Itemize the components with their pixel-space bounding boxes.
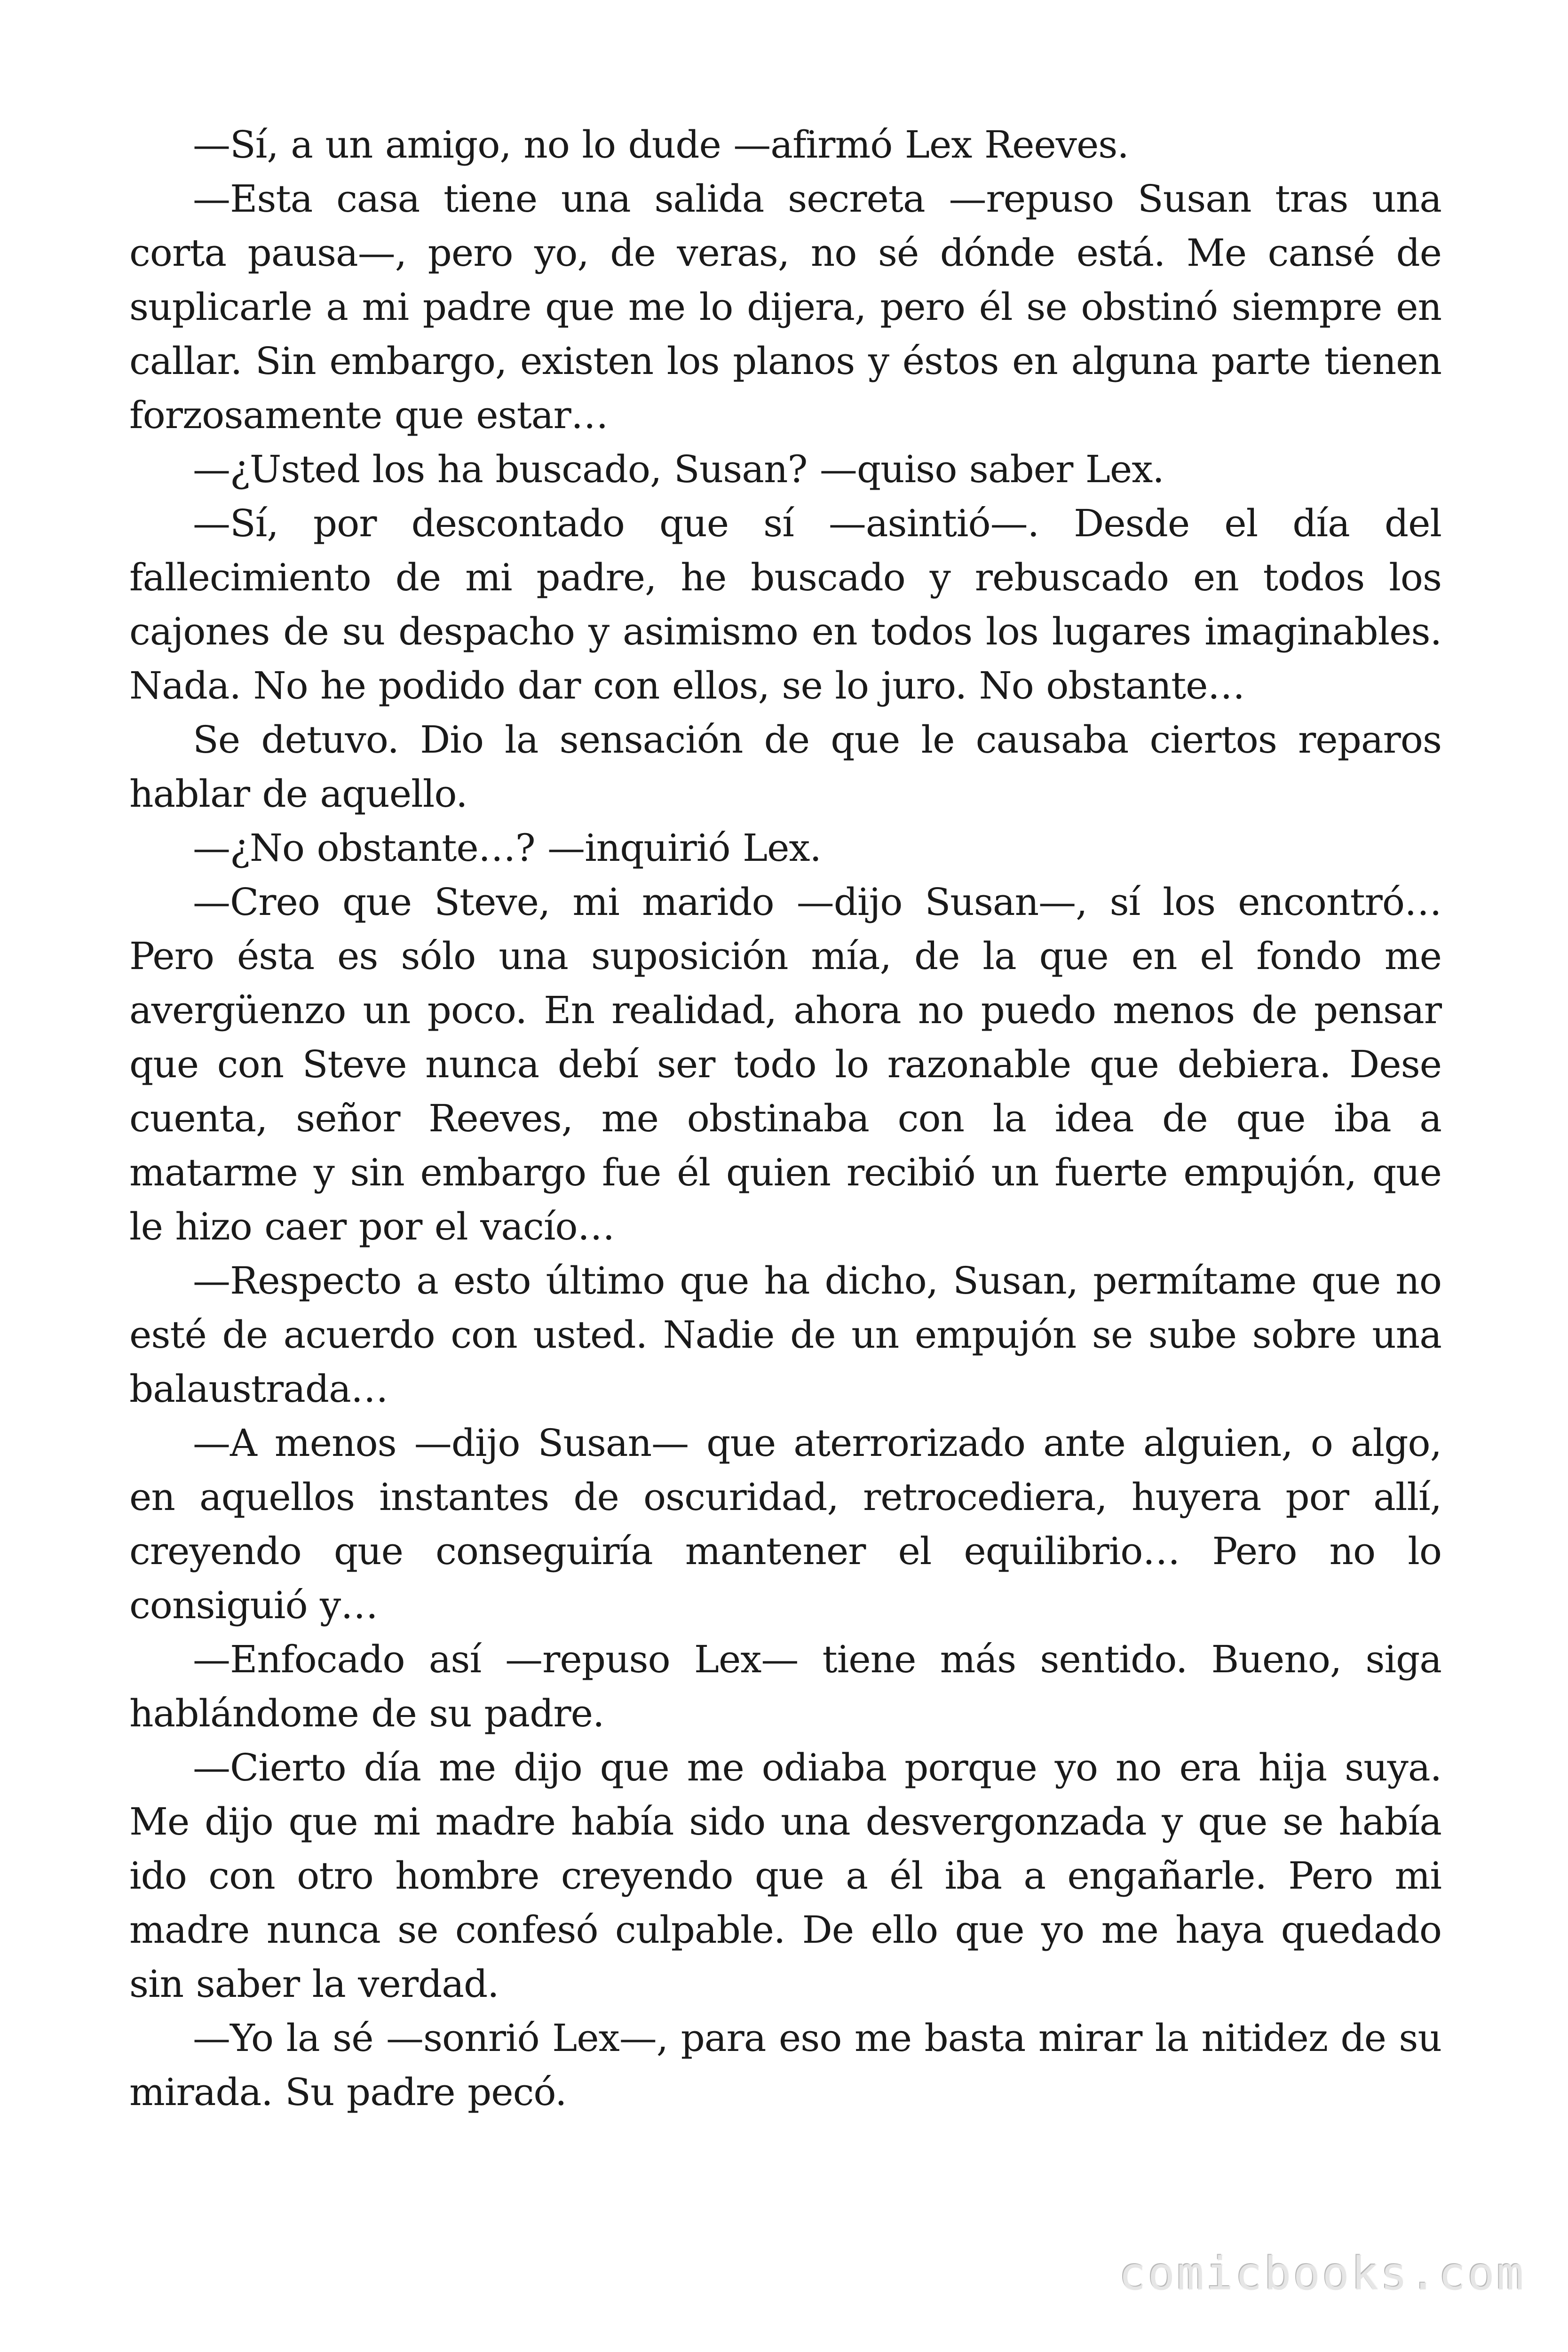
paragraph: —A menos —dijo Susan— que aterrorizado ante alguien, o algo, en aquellos instantes de oscuridad, retrocediera, huyera por allí, creyendo que conseguiría mantener el equilibrio… Pero no lo consiguió y…: [129, 1421, 1441, 1627]
paragraph: —Sí, por descontado que sí —asintió—. Desde el día del fallecimiento de mi padre, he buscado y rebuscado en todos los cajones de su despacho y asimismo en todos los lugares imaginables. Nada. No he podido dar con ellos, se lo juro. No obstante…: [129, 501, 1441, 707]
paragraph: —Cierto día me dijo que me odiaba porque yo no era hija suya. Me dijo que mi madre había sido una desvergonzada y que se había ido con otro hombre creyendo que a él iba a engañarle. Pero mi madre nunca se confesó culpable. De ello que yo me haya quedado sin saber la verdad.: [129, 1746, 1441, 2006]
paragraph: —¿Usted los ha buscado, Susan? —quiso saber Lex.: [193, 447, 1164, 491]
paragraph: —Esta casa tiene una salida secreta —repuso Susan tras una corta pausa—, pero yo, de veras, no sé dónde está. Me cansé de suplicarle a mi padre que me lo dijera, pero él se obstinó siempre en callar. Sin embargo, existen los planos y éstos en alguna parte tienen forzosamente que estar…: [129, 177, 1441, 437]
paragraph: —Yo la sé —sonrió Lex—, para eso me basta mirar la nitidez de su mirada. Su padre pecó.: [129, 2016, 1441, 2114]
paragraph: —Respecto a esto último que ha dicho, Susan, permítame que no esté de acuerdo con usted. Nadie de un empujón se sube sobre una balaustrada…: [129, 1259, 1441, 1411]
watermark: comicbooks.com: [1118, 2248, 1526, 2300]
paragraph: —Creo que Steve, mi marido —dijo Susan—, sí los encontró… Pero ésta es sólo una suposición mía, de la que en el fondo me avergüenzo un poco. En realidad, ahora no puedo menos de pensar que con Steve nunca debí ser todo lo razonable que debiera. Dese cuenta, señor Reeves, me obstinaba con la idea de que iba a matarme y sin embargo fue él quien recibió un fuerte empujón, que le hizo caer por el vacío…: [129, 880, 1441, 1248]
paragraph: Se detuvo. Dio la sensación de que le causaba ciertos reparos hablar de aquello.: [129, 718, 1441, 816]
paragraph: —Sí, a un amigo, no lo dude —afirmó Lex Reeves.: [193, 123, 1129, 167]
paragraph: —Enfocado así —repuso Lex— tiene más sentido. Bueno, siga hablándome de su padre.: [129, 1637, 1441, 1735]
book-page-body: [129, 118, 1441, 2119]
paragraph: —¿No obstante…? —inquirió Lex.: [193, 826, 821, 870]
